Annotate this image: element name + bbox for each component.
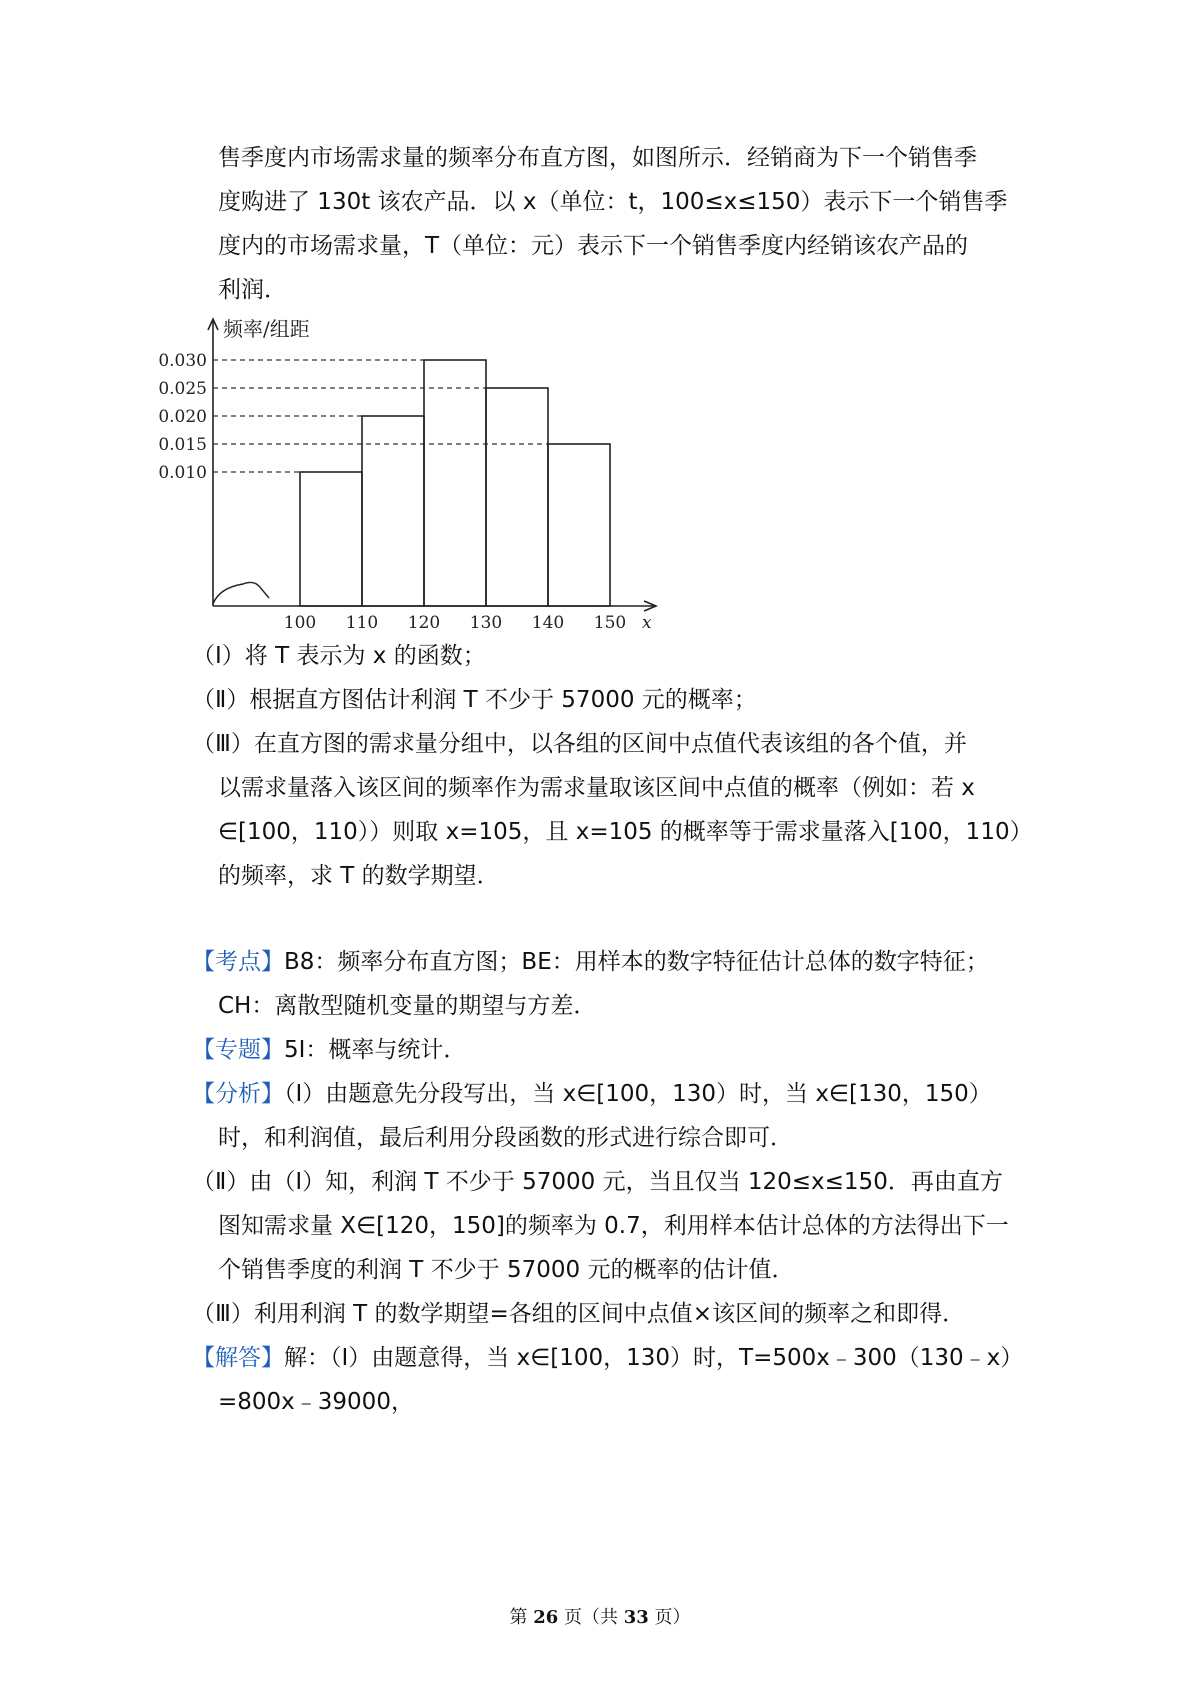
y-tick-label: 0.015 [158, 435, 207, 455]
question-1: （Ⅰ）将 T 表示为 x 的函数； [192, 643, 486, 669]
question-3-line-4: 的频率，求 T 的数学期望． [218, 863, 500, 889]
jieda-line-2: =800x﹣39000， [218, 1389, 414, 1415]
footer-mid: 页（共 [558, 1607, 624, 1628]
y-tick-label: 0.030 [158, 351, 207, 371]
x-tick-label: 100 [283, 613, 317, 633]
histogram-bar [424, 360, 486, 606]
x-tick-label: 150 [593, 613, 627, 633]
y-tick-label: 0.025 [158, 379, 207, 399]
question-3-line-1: （Ⅲ）在直方图的需求量分组中，以各组的区间中点值代表该组的各个值，并 [192, 731, 967, 757]
y-tick-label: 0.020 [158, 407, 207, 427]
histogram-bar [300, 472, 362, 606]
problem-line-1: 售季度内市场需求量的频率分布直方图，如图所示．经销商为下一个销售季 [218, 145, 977, 171]
kaodian-tag: 【考点】 [192, 949, 284, 975]
question-3-line-3: ∈[100，110））则取 x=105，且 x=105 的概率等于需求量落入[100，110） [218, 819, 1033, 845]
question-3-line-2: 以需求量落入该区间的频率作为需求量取该区间中点值的概率（例如：若 x [218, 775, 975, 801]
histogram-bar [486, 388, 548, 606]
footer-page-number: 26 [533, 1607, 559, 1628]
fenxi-line [192, 1079, 992, 1109]
fenxi-line-2: 时，和利润值，最后利用分段函数的形式进行综合即可． [218, 1125, 793, 1151]
fenxi-tag: 【分析】 [192, 1081, 284, 1107]
zhuanti-tag: 【专题】 [192, 1037, 284, 1063]
fenxi-ii-line-3: 个销售季度的利润 T 不少于 57000 元的概率的估计值． [218, 1257, 795, 1283]
problem-line-4: 利润． [218, 277, 287, 303]
x-axis-label: x [642, 613, 652, 633]
question-2: （Ⅱ）根据直方图估计利润 T 不少于 57000 元的概率； [192, 687, 757, 713]
frequency-histogram [150, 310, 670, 640]
problem-line-2: 度购进了 130t 该农产品．以 x（单位：t，100≤x≤150）表示下一个销售季 [218, 189, 1008, 215]
kaodian-line-2: CH：离散型随机变量的期望与方差． [218, 993, 597, 1019]
zhuanti-line [192, 1035, 466, 1065]
jieda-text: 解：（Ⅰ）由题意得，当 x∈[100，130）时，T=500x﹣300（130﹣x） [284, 1345, 1024, 1371]
y-tick-label: 0.010 [158, 463, 207, 483]
axis-break-squiggle [213, 582, 269, 604]
x-tick-label: 120 [407, 613, 441, 633]
problem-line-3: 度内的市场需求量，T（单位：元）表示下一个销售季度内经销该农产品的 [218, 233, 969, 259]
fenxi-ii-line-2: 图知需求量 X∈[120，150]的频率为 0.7，利用样本估计总体的方法得出下一 [218, 1213, 1009, 1239]
zhuanti-text: 5I：概率与统计． [284, 1037, 467, 1063]
fenxi-text: （Ⅰ）由题意先分段写出，当 x∈[100，130）时，当 x∈[130，150） [284, 1081, 992, 1107]
jieda-tag: 【解答】 [192, 1345, 284, 1371]
histogram-bar [548, 444, 610, 606]
kaodian-line [192, 947, 989, 977]
kaodian-text: B8：频率分布直方图；BE：用样本的数字特征估计总体的数字特征； [284, 949, 989, 975]
fenxi-ii-line-1: （Ⅱ）由（Ⅰ）知，利润 T 不少于 57000 元，当且仅当 120≤x≤150．再由直方 [192, 1169, 1003, 1195]
fenxi-iii-line: （Ⅲ）利用利润 T 的数学期望=各组的区间中点值×该区间的频率之和即得． [192, 1301, 966, 1327]
x-tick-label: 110 [345, 613, 379, 633]
footer-prefix: 第 [509, 1607, 534, 1628]
y-axis-label: 频率/组距 [223, 317, 310, 341]
x-tick-label: 130 [469, 613, 503, 633]
page-footer [0, 1603, 1200, 1629]
x-tick-label: 140 [531, 613, 565, 633]
footer-suffix: 页） [648, 1607, 691, 1628]
footer-total-pages: 33 [623, 1607, 649, 1628]
jieda-line [192, 1343, 1023, 1373]
